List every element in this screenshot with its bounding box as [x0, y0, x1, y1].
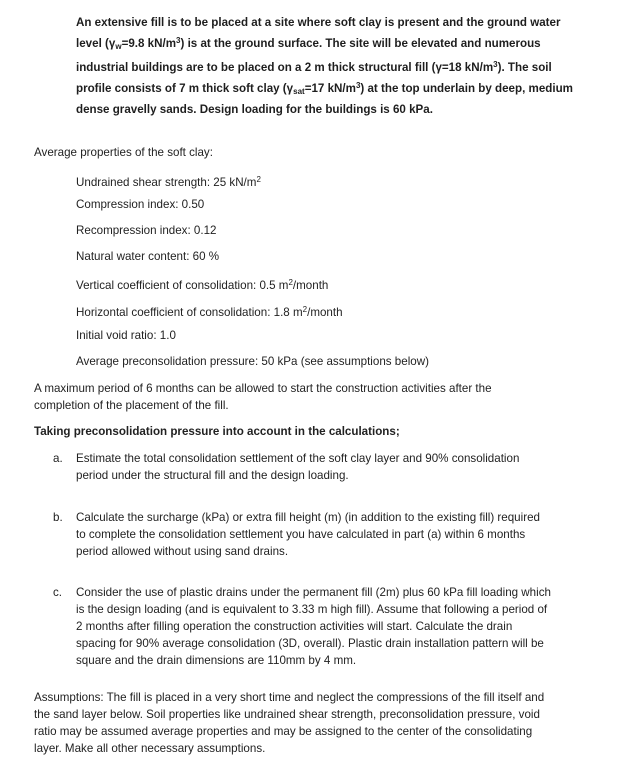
- properties-heading: Average properties of the soft clay:: [34, 146, 213, 159]
- question-c-text: Consider the use of plastic drains under the permanent fill (2m) plus 60 kPa fill loading which is the design loading (and is equivalent to 3.33 m high fill). Assume that following a period of 2 months after filling operation the construction activities will start. Calculate the drain spacing for 90% average consolidation (3D, overall). Plastic drain installation pattern will be square and the drain dimensions are 110mm by 4 mm.: [76, 586, 551, 667]
- property-item: Recompression index: 0.12: [76, 224, 217, 237]
- intro-line: profile consists of 7 m thick soft clay ($\gamma_{sat}=17$ $kN/m^3$) at the top underlain by deep, medium: [76, 81, 573, 96]
- intro-line: industrial buildings are to be placed on a 2 m thick structural fill (γ=18 $kN/m^3$). The soil: [76, 60, 552, 74]
- property-item: Average preconsolidation pressure: 50 kPa (see assumptions below): [76, 355, 429, 368]
- property-item: Initial void ratio: 1.0: [76, 329, 176, 342]
- intro-line: An extensive fill is to be placed at a site where soft clay is present and the ground water: [76, 16, 561, 29]
- preconsolidation-note: Taking preconsolidation pressure into account in the calculations;: [34, 425, 400, 438]
- max-period-paragraph: A maximum period of 6 months can be allowed to start the construction activities after the completion of the placement of the fill.: [34, 382, 492, 412]
- property-item: Natural water content: 60 %: [76, 250, 220, 263]
- property-item: Undrained shear strength: 25 $kN/m^2$: [76, 175, 261, 189]
- question-a-text: Estimate the total consolidation settlement of the soft clay layer and 90% consolidation period under the structural fill and the design loading.: [76, 452, 520, 482]
- assumptions-paragraph: Assumptions: The fill is placed in a very short time and neglect the compressions of the fill itself and the sand layer below. Soil properties like undrained shear strength, preconsolidation pressure, void ratio may be assumed average properties and may be assigned to the center of the consolidating layer. Make all other necessary assumptions.: [34, 691, 545, 755]
- problem-intro: [76, 14, 576, 119]
- question-label: a.: [53, 452, 63, 465]
- property-item: Compression index: 0.50: [76, 198, 205, 211]
- property-item: Vertical coefficient of consolidation: 0.5 $m^2$/month: [76, 278, 329, 292]
- property-item: Horizontal coefficient of consolidation: 1.8 $m^2$/month: [76, 305, 343, 319]
- intro-line: dense gravelly sands. Design loading for the buildings is 60 kPa.: [76, 103, 433, 116]
- question-label: b.: [53, 511, 63, 524]
- question-b-text: Calculate the surcharge (kPa) or extra fill height (m) (in addition to the existing fill) required to complete the consolidation settlement you have calculated in part (a) within 6 months period allowed without using sand drains.: [76, 511, 540, 558]
- intro-line: level ($\gamma_w=9.8$ $kN/m^3$) is at the ground surface. The site will be elevated and numerous: [76, 36, 541, 51]
- question-label: c.: [53, 586, 63, 599]
